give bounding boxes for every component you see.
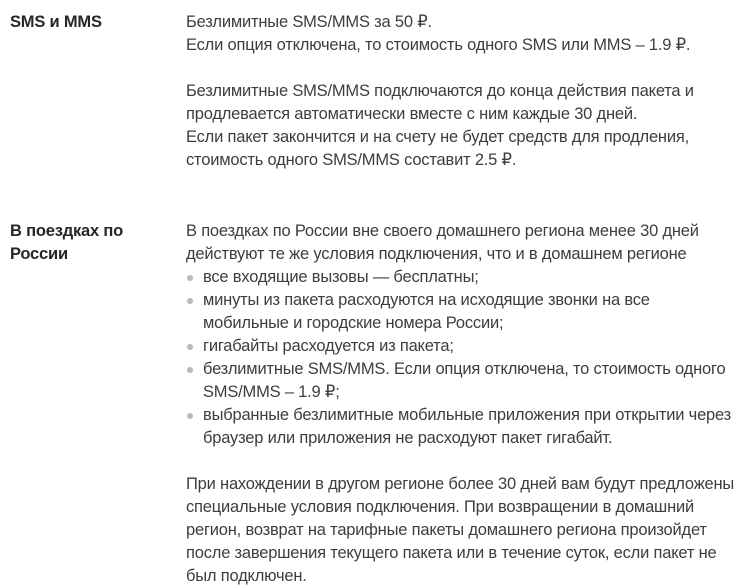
text-line: В поездках по России вне своего домашнего региона менее 30 дней действуют те же условия подключения, что и в домашнем регионе	[186, 222, 699, 263]
section-term-sms-mms: SMS и MMS	[10, 13, 102, 31]
bullet-dot-icon	[186, 335, 203, 358]
bullet-text: минуты из пакета расходуются на исходящие звонки на все мобильные и городские номера России;	[203, 291, 650, 332]
section-definition-russia-travel	[186, 220, 735, 588]
section-sms-mms	[10, 11, 735, 172]
section-russia-travel	[10, 220, 735, 588]
list-item	[186, 266, 735, 289]
text-line: Если опция отключена, то стоимость одного SMS или MMS – 1.9 ₽.	[186, 36, 691, 54]
list-item	[186, 289, 735, 335]
bullet-text: гигабайты расходуется из пакета;	[203, 337, 454, 355]
list-item	[186, 404, 735, 450]
text-line: Безлимитные SMS/MMS за 50 ₽.	[186, 13, 432, 31]
bullet-dot-icon	[186, 404, 203, 427]
paragraph-travel-outro	[186, 473, 735, 588]
bullet-list-travel-conditions	[186, 266, 735, 450]
list-item	[186, 335, 735, 358]
text-line: Безлимитные SMS/MMS подключаются до конца действия пакета и продлевается автоматически вместе с ним каждые 30 дней.	[186, 82, 694, 123]
paragraph-sms-price	[186, 11, 735, 57]
paragraph-sms-renewal	[186, 80, 735, 172]
bullet-dot-icon	[186, 289, 203, 312]
bullet-dot-icon	[186, 358, 203, 381]
section-definition-sms-mms	[186, 11, 735, 172]
paragraph-travel-intro	[186, 220, 735, 266]
text-line: Если пакет закончится и на счету не будет средств для продления, стоимость одного SMS/MMS составит 2.5 ₽.	[186, 128, 689, 169]
bullet-text: безлимитные SMS/MMS. Если опция отключена, то стоимость одного SMS/MMS – 1.9 ₽;	[203, 360, 726, 401]
bullet-text: выбранные безлимитные мобильные приложения при открытии через браузер или приложения не расходуют пакет гигабайт.	[203, 406, 732, 447]
bullet-text: все входящие вызовы — бесплатны;	[203, 268, 479, 286]
section-term-russia-travel: В поездках по России	[10, 222, 124, 263]
list-item	[186, 358, 735, 404]
bullet-dot-icon	[186, 266, 203, 289]
text-line: При нахождении в другом регионе более 30 дней вам будут предложены специальные условия подключения. При возвращении в домашний регион, возврат на тарифные пакеты домашнего региона произойдет после завершения текущего пакета или в течение суток, если пакет не был подключен.	[186, 475, 735, 585]
